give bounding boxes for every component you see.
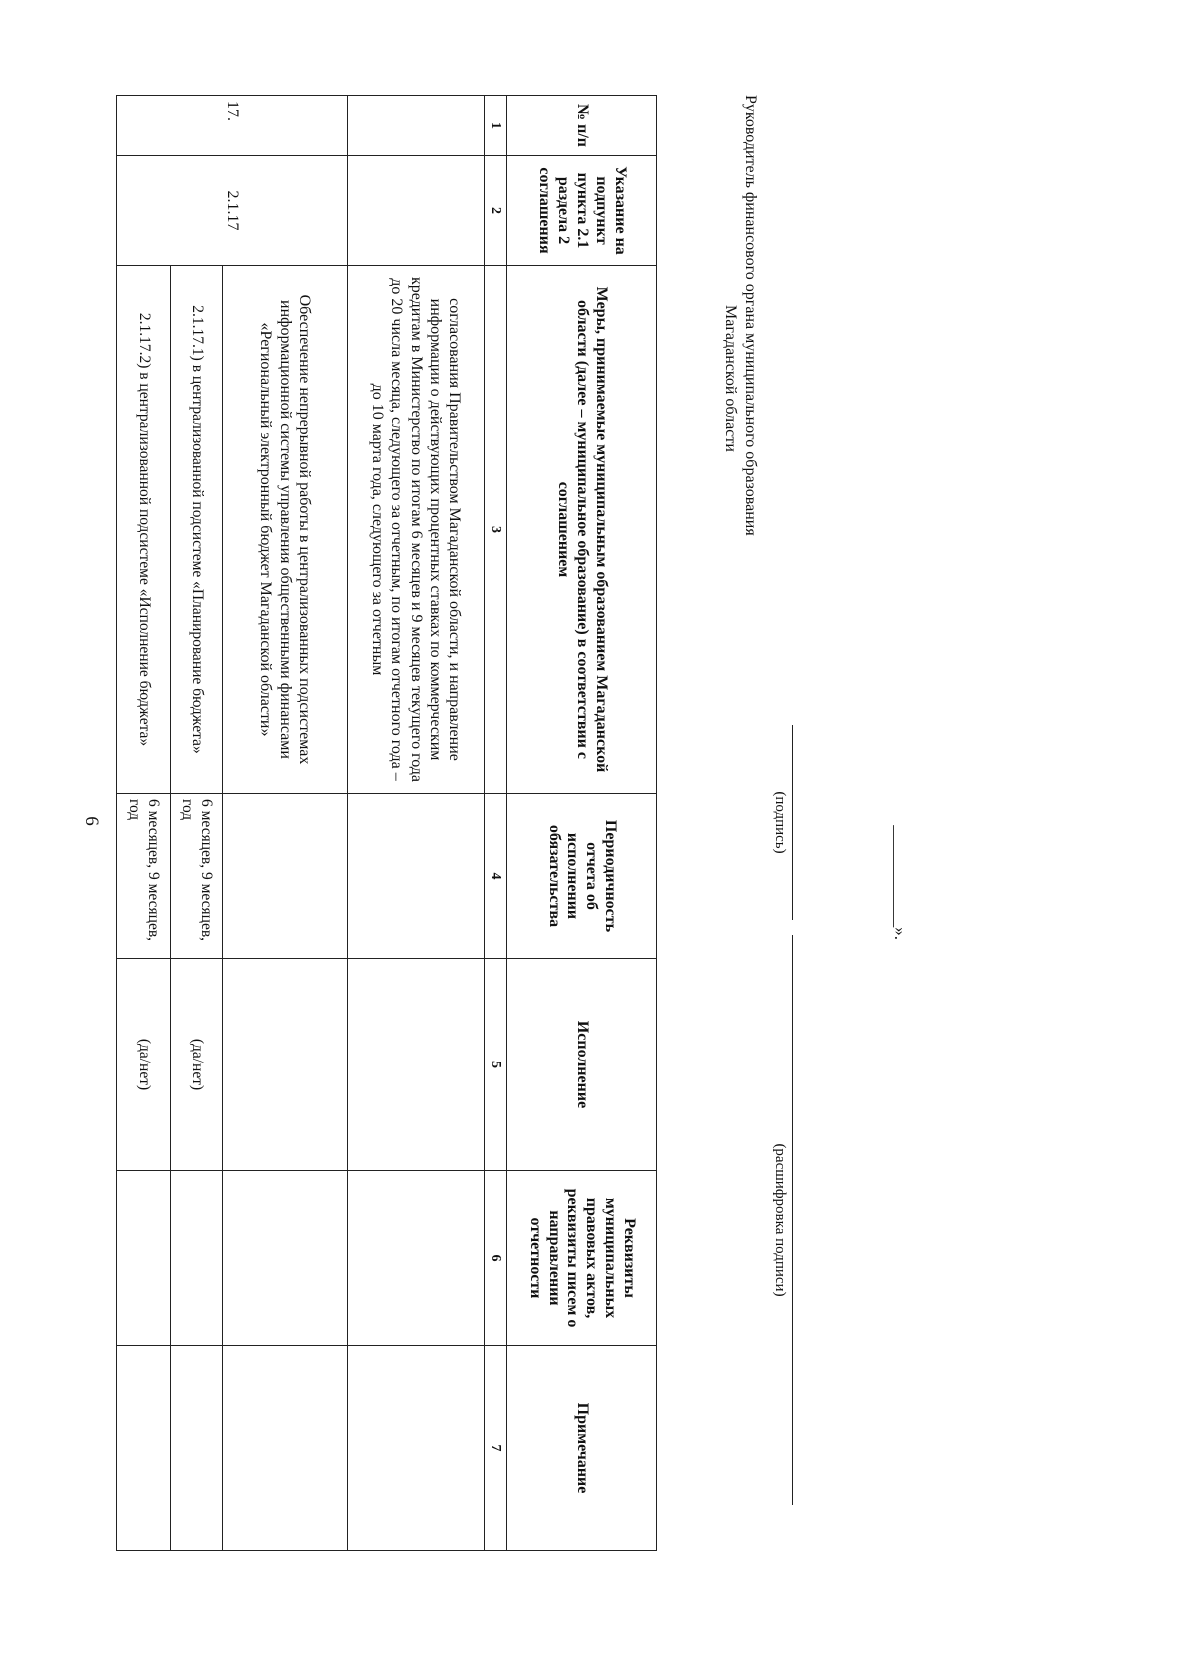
signature-title xyxy=(721,95,760,615)
col-number-5: 5 xyxy=(485,959,507,1171)
col-number-2: 2 xyxy=(485,156,507,266)
header-requisites: Реквизиты муниципальных правовых актов, реквизиты писем о направлении отчетности xyxy=(507,1171,657,1346)
page-number: 6 xyxy=(81,816,102,826)
decoding-line xyxy=(792,935,793,1505)
table-row-sub2 xyxy=(117,96,171,1551)
sub1-execution: (да/нет) xyxy=(171,959,223,1171)
header-num: № п/п xyxy=(507,96,657,156)
decoding-caption: (расшифровка подписи) xyxy=(772,1143,788,1297)
row-number: 17. xyxy=(117,96,348,156)
sub2-period: 6 месяцев, 9 месяцев, год xyxy=(117,794,171,959)
header-note: Примечание xyxy=(507,1346,657,1551)
header-point: Указание на подпункт пункта 2.1 раздела 2 соглашения xyxy=(507,156,657,266)
table-row-17 xyxy=(223,96,348,1551)
signature-line xyxy=(792,725,793,920)
row-point: 2.1.17 xyxy=(117,156,348,266)
header-execution: Исполнение xyxy=(507,959,657,1171)
col-number-6: 6 xyxy=(485,1171,507,1346)
sub2-text: 2.1.17.2) в централизованной подсистеме «Исполнение бюджета» xyxy=(117,266,171,794)
continuation-text: согласования Правительством Магаданской области, и направление информации о действующих процентных ставках по коммерческим кредитам в Министерство по итогам 6 месяцев и 9 месяцев текущего года до 20 числа месяца, следующего за отчетным, по итогам отчетного года – до 10 марта года, следующего за отчетным xyxy=(348,266,485,794)
sub2-execution: (да/нет) xyxy=(117,959,171,1171)
obligations-table xyxy=(116,95,657,1551)
table-row-sub1 xyxy=(171,96,223,1551)
col-number-3: 3 xyxy=(485,266,507,794)
col-number-1: 1 xyxy=(485,96,507,156)
header-measures: Меры, принимаемые муниципальным образованием Магаданской области (далее – муниципальное образование) в соответствии с соглашением xyxy=(507,266,657,794)
header-row xyxy=(507,96,657,1551)
col-number-4: 4 xyxy=(485,794,507,959)
main-measure-text: Обеспечение непрерывной работы в централизованных подсистемах информационной системы управления общественными финансами «Региональный электронный бюджет Магаданской области» xyxy=(223,266,348,794)
sub1-period: 6 месяцев, 9 месяцев, год xyxy=(171,794,223,959)
column-number-row xyxy=(485,96,507,1551)
date-blank: ____________ xyxy=(891,825,910,928)
signature-caption: (подпись) xyxy=(772,791,788,854)
closing-quote: ». xyxy=(891,927,910,940)
signature-title-line2: Магаданской области xyxy=(722,305,740,452)
table-row-continuation xyxy=(348,96,485,1551)
header-periodicity: Периодичность отчета об исполнении обязательства xyxy=(507,794,657,959)
sub1-text: 2.1.17.1) в централизованной подсистеме «Планирование бюджета» xyxy=(171,266,223,794)
signature-title-line1: Руководитель финансового органа муниципального образования xyxy=(742,95,759,536)
closing-line xyxy=(890,700,910,940)
col-number-7: 7 xyxy=(485,1346,507,1551)
